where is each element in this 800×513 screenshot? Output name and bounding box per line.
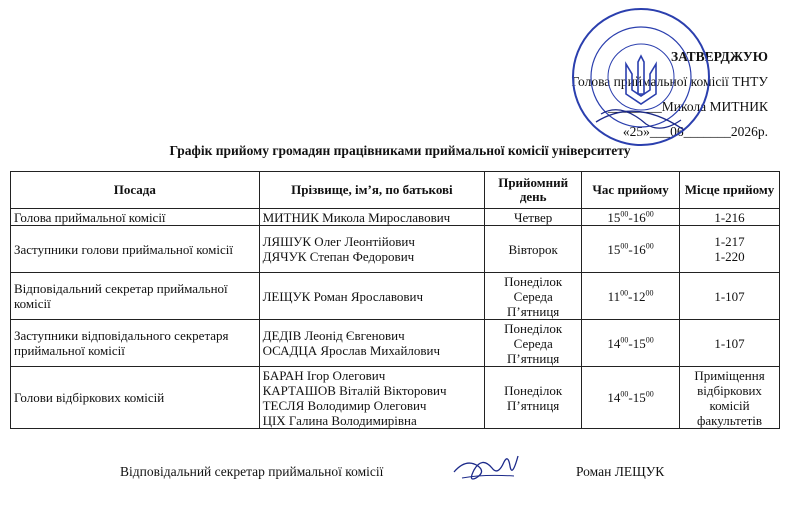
approval-date-day: 25: [629, 124, 644, 139]
cell-position: Заступники відповідального секретаря приймальної комісії: [11, 320, 260, 367]
header-name: Прізвище, ім’я, по батькові: [259, 172, 485, 209]
cell-time: $11^{00}-12^{00}$: [582, 273, 680, 320]
cell-days: Вівторок: [485, 226, 582, 273]
footer-signer-name: Роман ЛЕЩУК: [576, 464, 665, 479]
cell-position: Голови відбіркових комісій: [11, 367, 260, 429]
cell-place: Приміщення відбіркових комісій факультетів: [680, 367, 780, 429]
cell-place: 1-216: [680, 209, 780, 226]
handwritten-signature: [448, 448, 528, 488]
cell-place: 1-107: [680, 273, 780, 320]
approval-signer-line: ________Микола МИТНИК: [607, 99, 768, 114]
table-header-row: [11, 172, 780, 209]
cell-time: $14^{00}-15^{00}$: [582, 367, 680, 429]
approval-heading: ЗАТВЕРДЖУЮ: [670, 49, 768, 64]
table-row: [11, 273, 780, 320]
official-seal: [566, 2, 716, 152]
cell-names: МИТНИК Микола Мирославович: [259, 209, 485, 226]
cell-days: Четвер: [485, 209, 582, 226]
cell-position: Відповідальний секретар приймальної комісії: [11, 273, 260, 320]
table-row: [11, 320, 780, 367]
cell-place: 1-217 1-220: [680, 226, 780, 273]
approval-date-line: «25»___06_______2026р.: [622, 124, 768, 139]
cell-names: ДЕДІВ Леонід Євгенович ОСАДЦА Ярослав Михайлович: [259, 320, 485, 367]
cell-place: 1-107: [680, 320, 780, 367]
cell-days: Понеділок Середа П’ятниця: [485, 320, 582, 367]
cell-time: $15^{00}-16^{00}$: [582, 209, 680, 226]
cell-names: ЛЯШУК Олег Леонтійович ДЯЧУК Степан Федорович: [259, 226, 485, 273]
schedule-table: [10, 171, 780, 429]
header-day: Прийомний день: [485, 172, 582, 209]
cell-days: Понеділок П’ятниця: [485, 367, 582, 429]
table-row: [11, 209, 780, 226]
document-title: Графік прийому громадян працівниками приймальної комісії університету: [169, 143, 631, 158]
cell-time: $14^{00}-15^{00}$: [582, 320, 680, 367]
cell-position: Голова приймальної комісії: [11, 209, 260, 226]
approval-year: 2026р.: [730, 124, 768, 139]
cell-names: БАРАН Ігор Олегович КАРТАШОВ Віталій Вікторович ТЕСЛЯ Володимир Олегович ЦІХ Галина Володимирівна: [259, 367, 485, 429]
cell-days: Понеділок Середа П’ятниця: [485, 273, 582, 320]
approval-date-month: 06: [670, 124, 684, 139]
header-position: Посада: [11, 172, 260, 209]
header-time: Час прийому: [582, 172, 680, 209]
header-place: Місце прийому: [680, 172, 780, 209]
table-row: [11, 226, 780, 273]
cell-position: Заступники голови приймальної комісії: [11, 226, 260, 273]
cell-names: ЛЕЩУК Роман Ярославович: [259, 273, 485, 320]
cell-time: $15^{00}-16^{00}$: [582, 226, 680, 273]
footer-signer-title: Відповідальний секретар приймальної комісії: [120, 464, 384, 479]
approval-role: Голова приймальної комісії ТНТУ: [571, 74, 768, 89]
table-row: [11, 367, 780, 429]
approval-signer: Микола МИТНИК: [661, 99, 768, 114]
trident-emblem-icon: [626, 56, 656, 104]
